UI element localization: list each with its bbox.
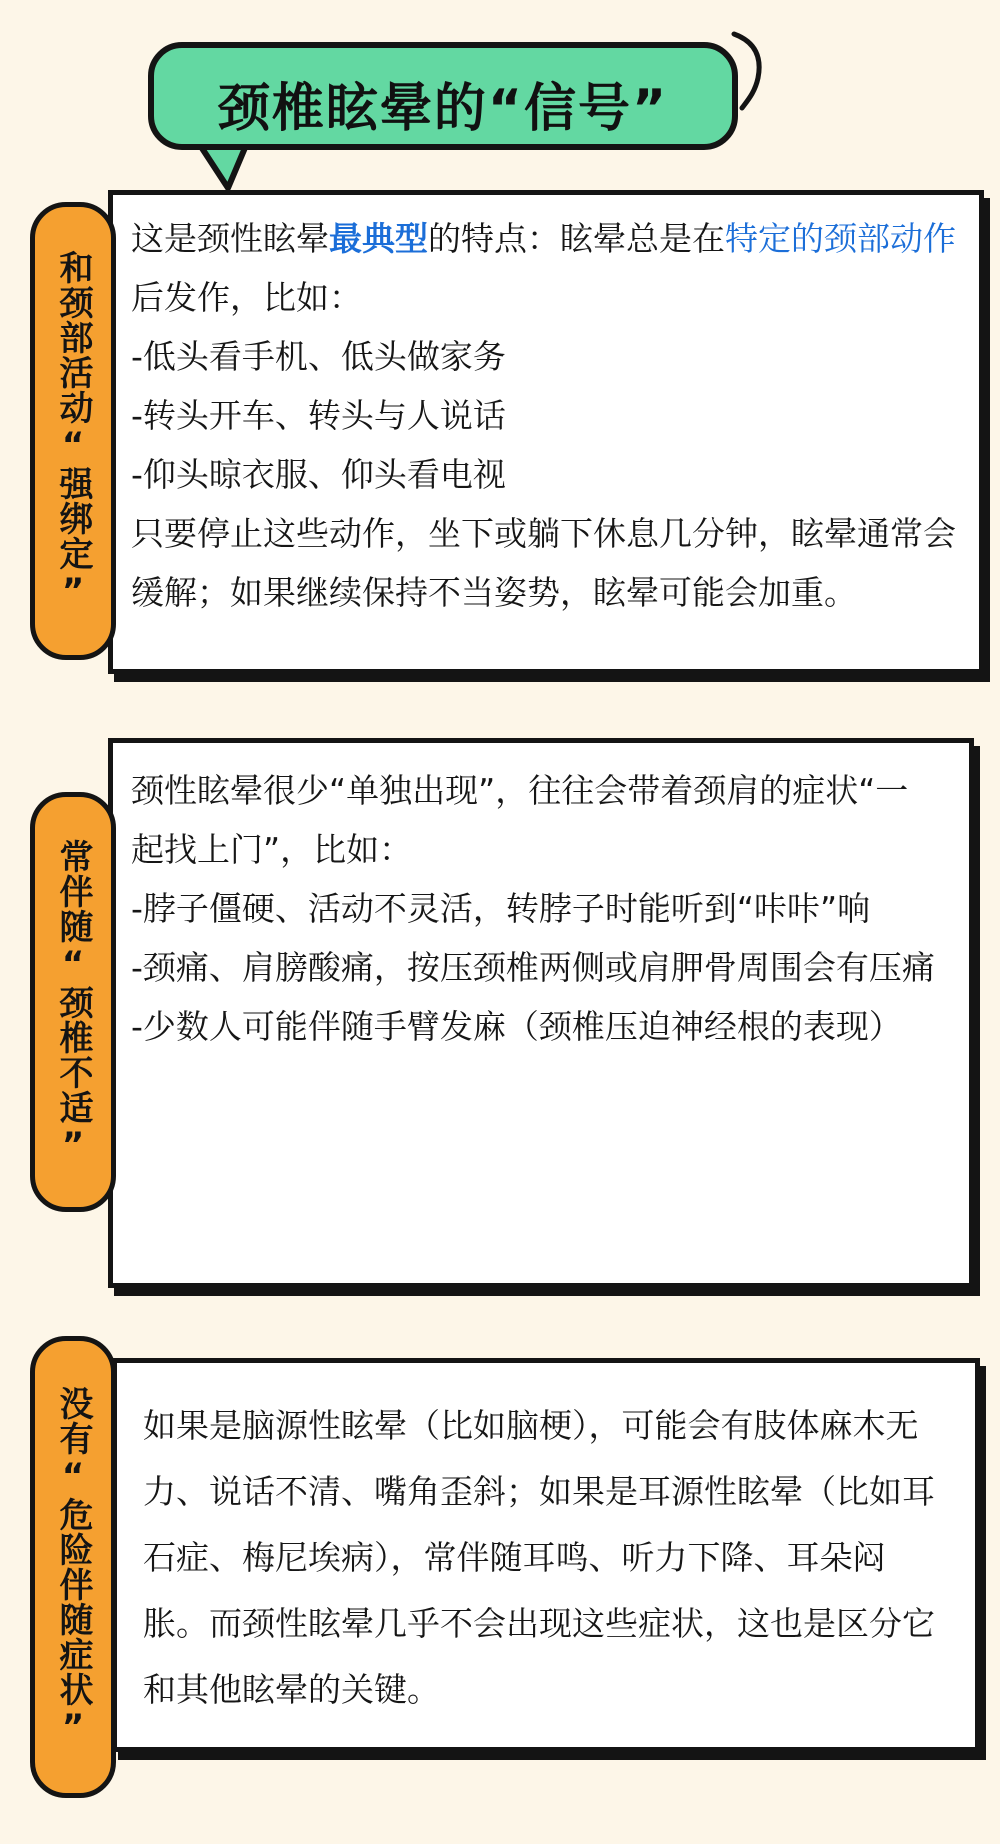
section-tab-3 bbox=[30, 1336, 116, 1798]
section-tab-label: 和颈部活动“强绑定” bbox=[53, 250, 93, 612]
section-tab-label: 常伴随“颈椎不适” bbox=[53, 838, 93, 1166]
section-card-2 bbox=[108, 738, 974, 1288]
section-text: 如果是脑源性眩晕（比如脑梗），可能会有肢体麻木无力、说话不清、嘴角歪斜；如果是耳源性眩晕（比如耳石症、梅尼埃病），常伴随耳鸣、听力下降、耳朵闷胀。而颈性眩晕几乎不会出现这些症状，这也是区分它和其他眩晕的关键。 bbox=[143, 1406, 935, 1709]
section-card-3 bbox=[112, 1358, 980, 1752]
list-item: -脖子僵硬、活动不灵活，转脖子时能听到“咔咔”响 bbox=[131, 889, 871, 928]
list-item: -少数人可能伴随手臂发麻（颈椎压迫神经根的表现） bbox=[131, 1007, 902, 1046]
section-tab-label: 没有“危险伴随症状” bbox=[53, 1386, 93, 1748]
highlight-text: 最典型 bbox=[329, 219, 428, 258]
section-intro: 这是颈性眩晕最典型的特点：眩晕总是在特定的颈部动作后发作，比如： bbox=[131, 219, 956, 317]
section-tab-2 bbox=[30, 792, 116, 1212]
page-title: 颈椎眩晕的“信号” bbox=[217, 79, 669, 139]
highlight-text: 特定的颈部动作 bbox=[725, 219, 956, 258]
section-closing: 只要停止这些动作，坐下或躺下休息几分钟，眩晕通常会缓解；如果继续保持不当姿势，眩晕可能会加重。 bbox=[131, 514, 956, 612]
scribble-decoration bbox=[722, 28, 772, 118]
list-item: -转头开车、转头与人说话 bbox=[131, 396, 506, 435]
list-item: -颈痛、肩膀酸痛，按压颈椎两侧或肩胛骨周围会有压痛 bbox=[131, 948, 935, 987]
list-item: -仰头晾衣服、仰头看电视 bbox=[131, 455, 506, 494]
section-intro: 颈性眩晕很少“单独出现”，往往会带着颈肩的症状“一起找上门”，比如： bbox=[131, 771, 909, 869]
list-item: -低头看手机、低头做家务 bbox=[131, 337, 506, 376]
section-tab-1 bbox=[30, 202, 116, 660]
section-card-1 bbox=[108, 190, 984, 674]
title-bubble bbox=[148, 42, 738, 150]
